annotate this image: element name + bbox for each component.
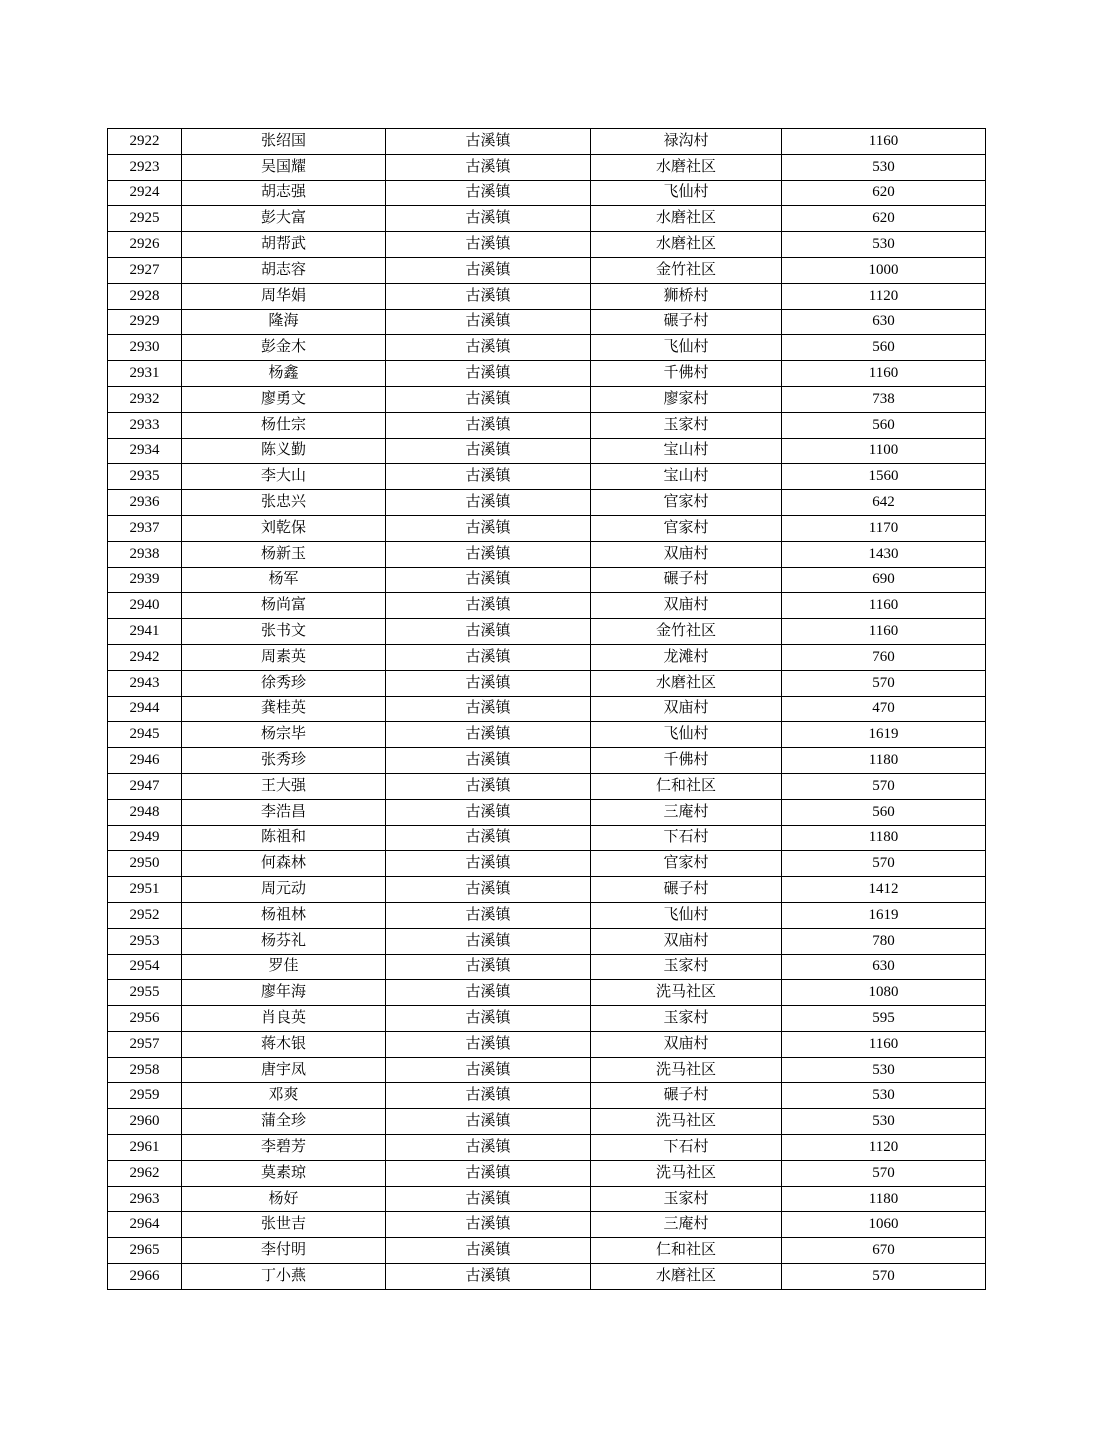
cell-name: 李碧芳 <box>182 1135 386 1161</box>
cell-amount: 570 <box>782 851 986 877</box>
cell-name: 陈义勤 <box>182 438 386 464</box>
table-row <box>108 438 986 464</box>
cell-name: 张绍国 <box>182 129 386 155</box>
cell-name: 李大山 <box>182 464 386 490</box>
cell-amount: 780 <box>782 928 986 954</box>
table-row <box>108 902 986 928</box>
cell-amount: 560 <box>782 335 986 361</box>
cell-id: 2937 <box>108 515 182 541</box>
cell-town: 古溪镇 <box>386 232 591 258</box>
cell-name: 胡志容 <box>182 257 386 283</box>
cell-town: 古溪镇 <box>386 386 591 412</box>
cell-village: 仁和社区 <box>591 1238 782 1264</box>
cell-village: 玉家村 <box>591 1186 782 1212</box>
table-row <box>108 696 986 722</box>
cell-village: 洗马社区 <box>591 1057 782 1083</box>
table-row <box>108 361 986 387</box>
cell-amount: 738 <box>782 386 986 412</box>
cell-id: 2965 <box>108 1238 182 1264</box>
cell-name: 杨好 <box>182 1186 386 1212</box>
cell-amount: 595 <box>782 1006 986 1032</box>
table-row <box>108 129 986 155</box>
cell-village: 仁和社区 <box>591 773 782 799</box>
table-row <box>108 464 986 490</box>
cell-village: 龙滩村 <box>591 644 782 670</box>
cell-name: 彭金木 <box>182 335 386 361</box>
cell-amount: 570 <box>782 670 986 696</box>
cell-town: 古溪镇 <box>386 361 591 387</box>
cell-village: 碾子村 <box>591 877 782 903</box>
cell-town: 古溪镇 <box>386 619 591 645</box>
cell-town: 古溪镇 <box>386 696 591 722</box>
cell-village: 玉家村 <box>591 954 782 980</box>
cell-id: 2933 <box>108 412 182 438</box>
cell-id: 2928 <box>108 283 182 309</box>
cell-village: 碾子村 <box>591 309 782 335</box>
cell-town: 古溪镇 <box>386 1238 591 1264</box>
cell-amount: 760 <box>782 644 986 670</box>
cell-town: 古溪镇 <box>386 567 591 593</box>
cell-id: 2926 <box>108 232 182 258</box>
cell-town: 古溪镇 <box>386 438 591 464</box>
cell-town: 古溪镇 <box>386 954 591 980</box>
cell-village: 水磨社区 <box>591 206 782 232</box>
cell-amount: 470 <box>782 696 986 722</box>
cell-amount: 670 <box>782 1238 986 1264</box>
cell-village: 水磨社区 <box>591 1264 782 1290</box>
table-row <box>108 515 986 541</box>
cell-name: 隆海 <box>182 309 386 335</box>
cell-name: 丁小燕 <box>182 1264 386 1290</box>
cell-village: 洗马社区 <box>591 1109 782 1135</box>
cell-id: 2938 <box>108 541 182 567</box>
cell-town: 古溪镇 <box>386 825 591 851</box>
cell-amount: 570 <box>782 773 986 799</box>
cell-town: 古溪镇 <box>386 1135 591 1161</box>
cell-id: 2963 <box>108 1186 182 1212</box>
cell-village: 下石村 <box>591 1135 782 1161</box>
cell-name: 胡志强 <box>182 180 386 206</box>
cell-village: 水磨社区 <box>591 232 782 258</box>
cell-id: 2957 <box>108 1031 182 1057</box>
table-row <box>108 1083 986 1109</box>
table-row <box>108 773 986 799</box>
cell-amount: 1160 <box>782 1031 986 1057</box>
cell-name: 张世吉 <box>182 1212 386 1238</box>
cell-amount: 530 <box>782 232 986 258</box>
cell-name: 吴国耀 <box>182 154 386 180</box>
table-row <box>108 644 986 670</box>
cell-amount: 570 <box>782 1160 986 1186</box>
cell-village: 官家村 <box>591 851 782 877</box>
cell-village: 三庵村 <box>591 799 782 825</box>
cell-id: 2934 <box>108 438 182 464</box>
table-row <box>108 619 986 645</box>
cell-village: 飞仙村 <box>591 335 782 361</box>
cell-village: 玉家村 <box>591 412 782 438</box>
cell-amount: 1180 <box>782 1186 986 1212</box>
cell-name: 王大强 <box>182 773 386 799</box>
table-row <box>108 567 986 593</box>
cell-village: 飞仙村 <box>591 180 782 206</box>
cell-village: 千佛村 <box>591 361 782 387</box>
table-row <box>108 1031 986 1057</box>
cell-id: 2956 <box>108 1006 182 1032</box>
cell-town: 古溪镇 <box>386 1264 591 1290</box>
cell-id: 2932 <box>108 386 182 412</box>
cell-town: 古溪镇 <box>386 257 591 283</box>
table-row <box>108 180 986 206</box>
cell-name: 廖年海 <box>182 980 386 1006</box>
cell-name: 杨芬礼 <box>182 928 386 954</box>
cell-name: 徐秀珍 <box>182 670 386 696</box>
cell-town: 古溪镇 <box>386 722 591 748</box>
cell-id: 2952 <box>108 902 182 928</box>
cell-town: 古溪镇 <box>386 902 591 928</box>
cell-id: 2943 <box>108 670 182 696</box>
cell-village: 官家村 <box>591 490 782 516</box>
cell-village: 碾子村 <box>591 567 782 593</box>
cell-name: 刘乾保 <box>182 515 386 541</box>
table-row <box>108 386 986 412</box>
cell-village: 洗马社区 <box>591 1160 782 1186</box>
table-row <box>108 1186 986 1212</box>
cell-id: 2924 <box>108 180 182 206</box>
cell-town: 古溪镇 <box>386 335 591 361</box>
cell-amount: 690 <box>782 567 986 593</box>
cell-amount: 630 <box>782 309 986 335</box>
cell-town: 古溪镇 <box>386 154 591 180</box>
cell-name: 廖勇文 <box>182 386 386 412</box>
table-row <box>108 1212 986 1238</box>
cell-name: 龚桂英 <box>182 696 386 722</box>
cell-id: 2939 <box>108 567 182 593</box>
cell-amount: 560 <box>782 412 986 438</box>
cell-name: 杨鑫 <box>182 361 386 387</box>
cell-town: 古溪镇 <box>386 1057 591 1083</box>
table-row <box>108 283 986 309</box>
table-row <box>108 335 986 361</box>
cell-town: 古溪镇 <box>386 283 591 309</box>
cell-id: 2923 <box>108 154 182 180</box>
cell-id: 2955 <box>108 980 182 1006</box>
cell-name: 陈祖和 <box>182 825 386 851</box>
table-row <box>108 851 986 877</box>
cell-name: 张忠兴 <box>182 490 386 516</box>
cell-id: 2942 <box>108 644 182 670</box>
cell-amount: 1170 <box>782 515 986 541</box>
cell-amount: 1080 <box>782 980 986 1006</box>
cell-amount: 1180 <box>782 825 986 851</box>
cell-id: 2954 <box>108 954 182 980</box>
cell-village: 双庙村 <box>591 593 782 619</box>
cell-town: 古溪镇 <box>386 129 591 155</box>
cell-amount: 530 <box>782 1057 986 1083</box>
cell-id: 2948 <box>108 799 182 825</box>
cell-town: 古溪镇 <box>386 490 591 516</box>
table-row <box>108 928 986 954</box>
cell-town: 古溪镇 <box>386 206 591 232</box>
cell-amount: 570 <box>782 1264 986 1290</box>
cell-id: 2964 <box>108 1212 182 1238</box>
table-row <box>108 309 986 335</box>
cell-village: 三庵村 <box>591 1212 782 1238</box>
cell-id: 2962 <box>108 1160 182 1186</box>
cell-amount: 1412 <box>782 877 986 903</box>
cell-amount: 1060 <box>782 1212 986 1238</box>
cell-amount: 1160 <box>782 619 986 645</box>
table-row <box>108 877 986 903</box>
table-row <box>108 799 986 825</box>
table-row <box>108 954 986 980</box>
cell-name: 张秀珍 <box>182 748 386 774</box>
cell-name: 杨尚富 <box>182 593 386 619</box>
table-row <box>108 825 986 851</box>
table-row <box>108 722 986 748</box>
table-row <box>108 1109 986 1135</box>
cell-amount: 620 <box>782 206 986 232</box>
cell-amount: 560 <box>782 799 986 825</box>
cell-name: 周元动 <box>182 877 386 903</box>
cell-id: 2925 <box>108 206 182 232</box>
cell-village: 禄沟村 <box>591 129 782 155</box>
cell-amount: 630 <box>782 954 986 980</box>
table-row <box>108 670 986 696</box>
table-row <box>108 1160 986 1186</box>
cell-amount: 642 <box>782 490 986 516</box>
cell-name: 杨宗毕 <box>182 722 386 748</box>
cell-village: 双庙村 <box>591 1031 782 1057</box>
cell-town: 古溪镇 <box>386 1109 591 1135</box>
cell-town: 古溪镇 <box>386 309 591 335</box>
cell-village: 双庙村 <box>591 541 782 567</box>
table-row <box>108 412 986 438</box>
cell-village: 官家村 <box>591 515 782 541</box>
table-row <box>108 593 986 619</box>
cell-village: 双庙村 <box>591 696 782 722</box>
cell-amount: 530 <box>782 154 986 180</box>
cell-id: 2922 <box>108 129 182 155</box>
cell-town: 古溪镇 <box>386 541 591 567</box>
cell-town: 古溪镇 <box>386 515 591 541</box>
cell-village: 狮桥村 <box>591 283 782 309</box>
cell-amount: 1120 <box>782 1135 986 1161</box>
table-row <box>108 257 986 283</box>
cell-id: 2966 <box>108 1264 182 1290</box>
table-row <box>108 748 986 774</box>
cell-amount: 1120 <box>782 283 986 309</box>
cell-amount: 1619 <box>782 722 986 748</box>
cell-id: 2936 <box>108 490 182 516</box>
cell-village: 廖家村 <box>591 386 782 412</box>
cell-name: 唐宇凤 <box>182 1057 386 1083</box>
cell-id: 2958 <box>108 1057 182 1083</box>
cell-id: 2960 <box>108 1109 182 1135</box>
cell-amount: 1160 <box>782 593 986 619</box>
cell-village: 金竹社区 <box>591 619 782 645</box>
cell-name: 胡帮武 <box>182 232 386 258</box>
cell-id: 2945 <box>108 722 182 748</box>
cell-amount: 1100 <box>782 438 986 464</box>
table-row <box>108 1264 986 1290</box>
cell-village: 双庙村 <box>591 928 782 954</box>
cell-id: 2927 <box>108 257 182 283</box>
cell-name: 杨仕宗 <box>182 412 386 438</box>
cell-town: 古溪镇 <box>386 799 591 825</box>
cell-town: 古溪镇 <box>386 412 591 438</box>
cell-id: 2944 <box>108 696 182 722</box>
cell-town: 古溪镇 <box>386 877 591 903</box>
cell-name: 周华娟 <box>182 283 386 309</box>
cell-amount: 530 <box>782 1083 986 1109</box>
cell-town: 古溪镇 <box>386 593 591 619</box>
cell-town: 古溪镇 <box>386 980 591 1006</box>
cell-village: 水磨社区 <box>591 154 782 180</box>
cell-amount: 1560 <box>782 464 986 490</box>
cell-name: 张书文 <box>182 619 386 645</box>
cell-amount: 1160 <box>782 361 986 387</box>
table-row <box>108 232 986 258</box>
table-row <box>108 980 986 1006</box>
cell-village: 玉家村 <box>591 1006 782 1032</box>
cell-amount: 530 <box>782 1109 986 1135</box>
cell-id: 2959 <box>108 1083 182 1109</box>
cell-amount: 620 <box>782 180 986 206</box>
cell-town: 古溪镇 <box>386 1083 591 1109</box>
cell-name: 李付明 <box>182 1238 386 1264</box>
cell-village: 洗马社区 <box>591 980 782 1006</box>
cell-town: 古溪镇 <box>386 464 591 490</box>
cell-id: 2961 <box>108 1135 182 1161</box>
cell-id: 2929 <box>108 309 182 335</box>
cell-id: 2947 <box>108 773 182 799</box>
cell-amount: 1180 <box>782 748 986 774</box>
table-row <box>108 154 986 180</box>
cell-town: 古溪镇 <box>386 928 591 954</box>
cell-village: 下石村 <box>591 825 782 851</box>
cell-name: 肖良英 <box>182 1006 386 1032</box>
cell-town: 古溪镇 <box>386 1186 591 1212</box>
cell-id: 2946 <box>108 748 182 774</box>
cell-town: 古溪镇 <box>386 1006 591 1032</box>
cell-amount: 1160 <box>782 129 986 155</box>
cell-town: 古溪镇 <box>386 1160 591 1186</box>
table-row <box>108 490 986 516</box>
cell-amount: 1430 <box>782 541 986 567</box>
cell-name: 罗佳 <box>182 954 386 980</box>
cell-name: 彭大富 <box>182 206 386 232</box>
cell-id: 2950 <box>108 851 182 877</box>
cell-name: 莫素琼 <box>182 1160 386 1186</box>
cell-town: 古溪镇 <box>386 748 591 774</box>
table-row <box>108 1238 986 1264</box>
cell-id: 2931 <box>108 361 182 387</box>
cell-name: 李浩昌 <box>182 799 386 825</box>
table-row <box>108 206 986 232</box>
cell-id: 2941 <box>108 619 182 645</box>
cell-village: 金竹社区 <box>591 257 782 283</box>
cell-town: 古溪镇 <box>386 670 591 696</box>
cell-village: 水磨社区 <box>591 670 782 696</box>
table-row <box>108 1006 986 1032</box>
cell-town: 古溪镇 <box>386 644 591 670</box>
cell-town: 古溪镇 <box>386 1031 591 1057</box>
table-row <box>108 1135 986 1161</box>
cell-amount: 1000 <box>782 257 986 283</box>
cell-id: 2930 <box>108 335 182 361</box>
cell-town: 古溪镇 <box>386 851 591 877</box>
cell-name: 蒋木银 <box>182 1031 386 1057</box>
records-tbody <box>108 129 986 1290</box>
cell-village: 飞仙村 <box>591 902 782 928</box>
cell-id: 2940 <box>108 593 182 619</box>
cell-id: 2935 <box>108 464 182 490</box>
cell-id: 2953 <box>108 928 182 954</box>
cell-town: 古溪镇 <box>386 773 591 799</box>
cell-village: 宝山村 <box>591 438 782 464</box>
cell-village: 碾子村 <box>591 1083 782 1109</box>
table-row <box>108 1057 986 1083</box>
cell-name: 杨祖林 <box>182 902 386 928</box>
cell-village: 飞仙村 <box>591 722 782 748</box>
cell-amount: 1619 <box>782 902 986 928</box>
cell-village: 千佛村 <box>591 748 782 774</box>
cell-name: 杨新玉 <box>182 541 386 567</box>
cell-name: 邓爽 <box>182 1083 386 1109</box>
cell-id: 2951 <box>108 877 182 903</box>
cell-name: 蒲全珍 <box>182 1109 386 1135</box>
cell-village: 宝山村 <box>591 464 782 490</box>
table-row <box>108 541 986 567</box>
cell-name: 周素英 <box>182 644 386 670</box>
cell-town: 古溪镇 <box>386 1212 591 1238</box>
records-table <box>107 128 986 1290</box>
cell-town: 古溪镇 <box>386 180 591 206</box>
cell-id: 2949 <box>108 825 182 851</box>
cell-name: 杨军 <box>182 567 386 593</box>
cell-name: 何森林 <box>182 851 386 877</box>
